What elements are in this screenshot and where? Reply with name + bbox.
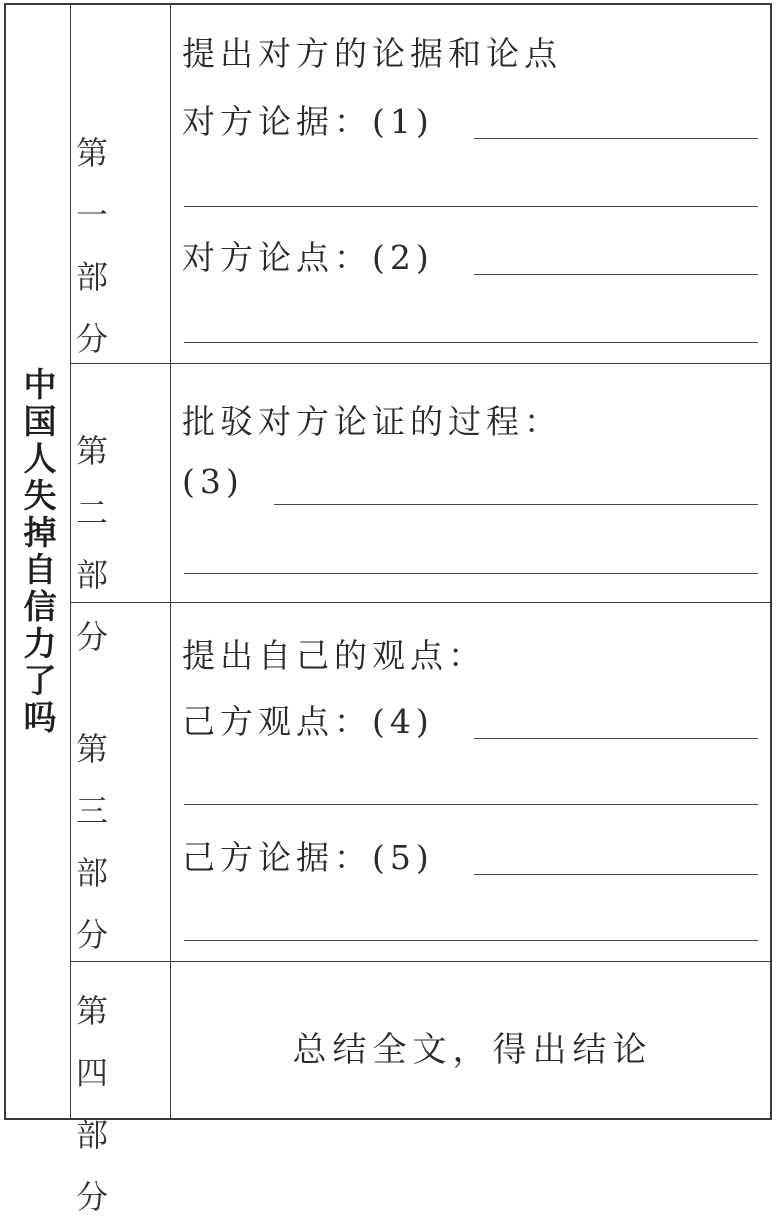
part-1-label-line2: 部分 bbox=[76, 258, 123, 358]
part-3-item-1: 己方观点：(4) bbox=[182, 702, 434, 741]
part-2-label-line2: 部分 bbox=[76, 556, 123, 656]
part-4-summary: 总结全文，得出结论 bbox=[292, 1030, 653, 1070]
part-2-label-line1: 第二 bbox=[76, 432, 123, 532]
part-4-label-line2: 部分 bbox=[76, 1116, 123, 1216]
answer-blank-5a bbox=[474, 874, 758, 875]
part-1-label-line1: 第一 bbox=[76, 134, 123, 234]
part-3-label-line2: 部分 bbox=[76, 854, 123, 954]
answer-blank-3a bbox=[274, 504, 758, 505]
answer-blank-1b bbox=[184, 206, 758, 207]
part-2-label bbox=[76, 420, 162, 668]
part-divider-1 bbox=[70, 363, 770, 364]
answer-blank-4a bbox=[474, 738, 758, 739]
part-1-item-2: 对方论点：(2) bbox=[182, 238, 434, 277]
answer-blank-5b bbox=[184, 940, 758, 941]
part-1-item-1: 对方论据：(1) bbox=[182, 102, 434, 141]
answer-blank-2b bbox=[184, 342, 758, 343]
title-cell bbox=[6, 5, 70, 1118]
document-title: 中国人失掉自信力了吗 bbox=[18, 366, 58, 737]
part-1-label bbox=[76, 122, 162, 370]
part-3-heading: 提出自己的观点： bbox=[182, 636, 486, 675]
part-2-item-1: (3) bbox=[182, 462, 244, 501]
part-1-heading: 提出对方的论据和论点 bbox=[182, 34, 562, 73]
part-3-item-2: 己方论据：(5) bbox=[182, 838, 434, 877]
part-3-label bbox=[76, 718, 162, 966]
answer-blank-3b bbox=[184, 573, 758, 574]
label-column-divider bbox=[170, 5, 171, 1118]
part-divider-2 bbox=[70, 602, 770, 603]
part-4-label bbox=[76, 980, 162, 1228]
title-column-divider bbox=[70, 5, 71, 1118]
answer-blank-4b bbox=[184, 804, 758, 805]
part-2-heading: 批驳对方论证的过程： bbox=[182, 402, 562, 441]
answer-blank-1a bbox=[474, 138, 758, 139]
answer-blank-2a bbox=[474, 274, 758, 275]
part-4-label-line1: 第四 bbox=[76, 992, 123, 1092]
part-divider-3 bbox=[70, 961, 770, 962]
part-3-label-line1: 第三 bbox=[76, 730, 123, 830]
